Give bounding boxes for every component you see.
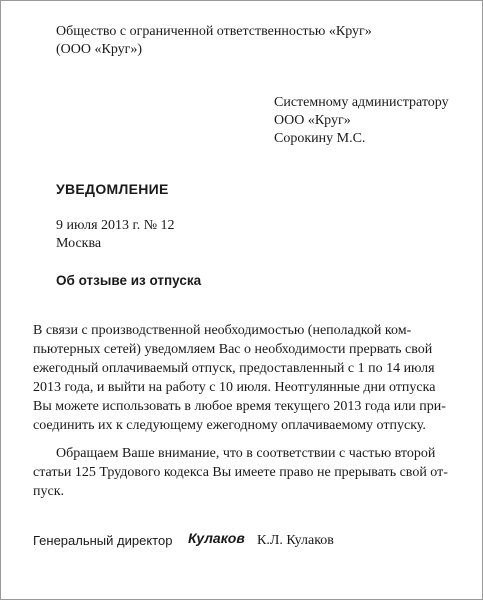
paragraph-line: пуск. — [33, 484, 65, 499]
document-subject: Об отзыве из отпуска — [56, 273, 202, 288]
document-title: УВЕДОМЛЕНИЕ — [56, 181, 169, 197]
document-place: Москва — [56, 236, 102, 251]
addressee-person: Сорокину М.С. — [274, 131, 366, 146]
paragraph-line: пьютерных сетей) уведомляем Вас о необходимости прервать свой — [33, 342, 433, 357]
paragraph-line: 2013 года, и выйти на работу с 10 июля. Неотгулянные дни отпуска — [33, 380, 436, 395]
paragraph-line: Вы можете использовать в любое время текущего 2013 года или при- — [33, 399, 446, 414]
signatory-role: Генеральный директор — [33, 533, 173, 548]
addressee-position: Системному администратору — [274, 95, 449, 110]
paragraph-line: Обращаем Ваше внимание, что в соответствии с частью второй — [56, 446, 436, 461]
signatory-name: К.Л. Кулаков — [257, 533, 334, 548]
paragraph-line: соединить их к следующему ежегодному оплачиваемому отпуску. — [33, 418, 426, 433]
addressee-company: ООО «Круг» — [274, 113, 351, 128]
organization-short-name: (ООО «Круг») — [56, 42, 143, 57]
document-date-number: 9 июля 2013 г. № 12 — [56, 218, 175, 233]
organization-full-name: Общество с ограниченной ответственностью «Круг» — [56, 24, 372, 39]
handwritten-signature: Кулаков — [188, 530, 245, 546]
paragraph-line: ежегодный оплачиваемый отпуск, предоставленный с 1 по 14 июля — [33, 361, 435, 376]
paragraph-line: статьи 125 Трудового кодекса Вы имеете право не прерывать свой от- — [33, 465, 448, 480]
paragraph-line: В связи с производственной необходимостью (неполадкой ком- — [33, 323, 412, 338]
